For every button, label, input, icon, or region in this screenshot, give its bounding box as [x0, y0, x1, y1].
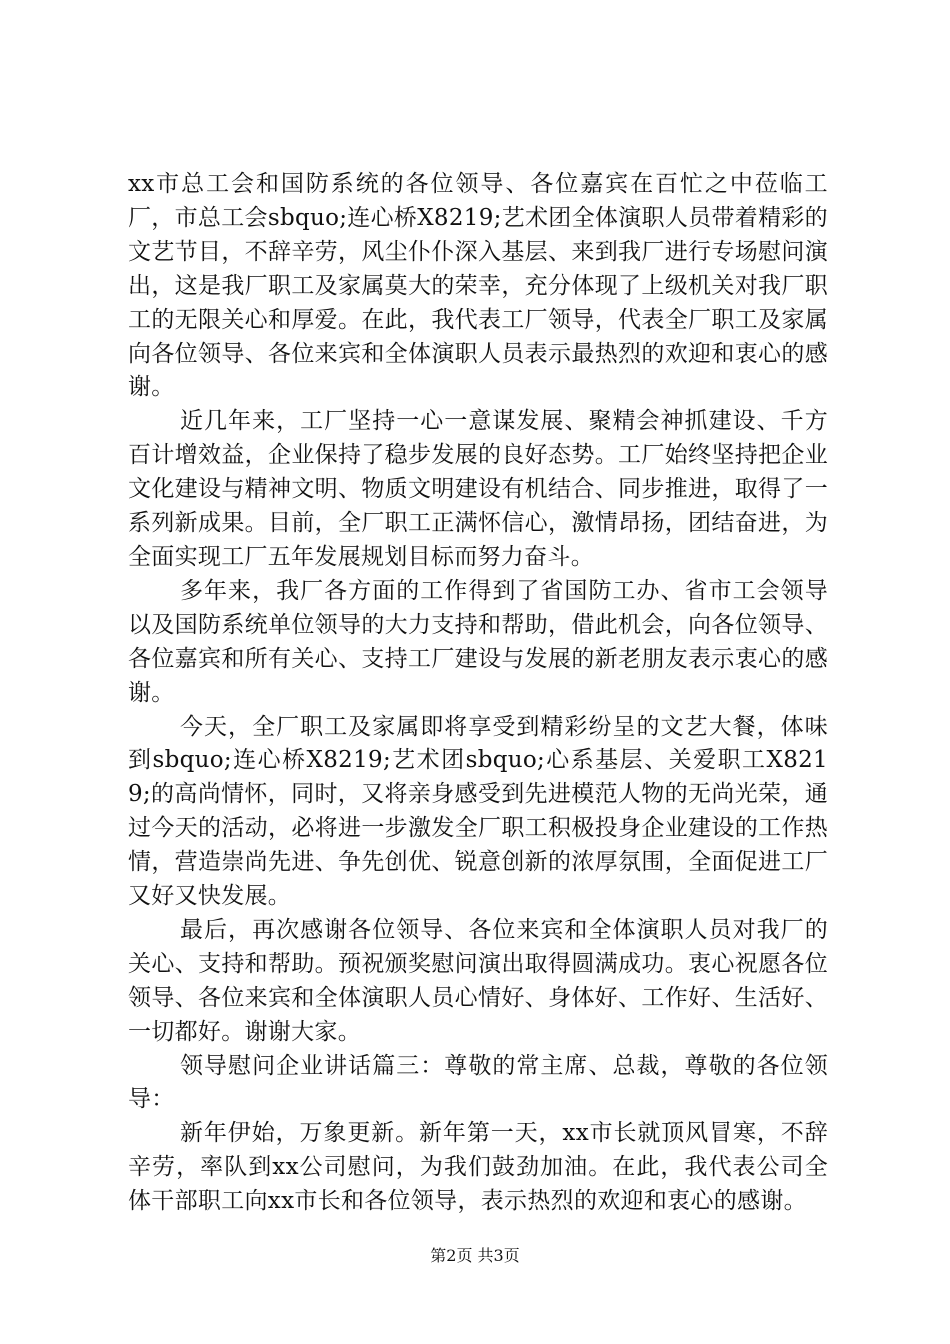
paragraph-6-section-heading: 领导慰问企业讲话篇三：尊敬的常主席、总裁，尊敬的各位领导： [128, 1052, 828, 1113]
paragraph-5: 最后，再次感谢各位领导、各位来宾和全体演职人员对我厂的关心、支持和帮助。预祝颁奖慰问演出取得圆满成功。衷心祝愿各位领导、各位来宾和全体演职人员心情好、身体好、工作好、生活好、一切都好。谢谢大家。 [128, 916, 828, 1045]
page-footer [0, 1246, 950, 1266]
document-body [128, 168, 828, 1219]
paragraph-7: 新年伊始，万象更新。新年第一天，xx市长就顶风冒寒，不辞辛劳，率队到xx公司慰问，为我们鼓劲加油。在此，我代表公司全体干部职工向xx市长和各位领导，表示热烈的欢迎和衷心的感谢。 [128, 1120, 828, 1215]
paragraph-2: 近几年来，工厂坚持一心一意谋发展、聚精会神抓建设、千方百计增效益，企业保持了稳步发展的良好态势。工厂始终坚持把企业文化建设与精神文明、物质文明建设有机结合、同步推进，取得了一系列新成果。目前，全厂职工正满怀信心，激情昂扬，团结奋进，为全面实现工厂五年发展规划目标而努力奋斗。 [128, 408, 828, 570]
paragraph-3: 多年来，我厂各方面的工作得到了省国防工办、省市工会领导以及国防系统单位领导的大力支持和帮助，借此机会，向各位领导、各位嘉宾和所有关心、支持工厂建设与发展的新老朋友表示衷心的感谢。 [128, 577, 828, 706]
page-number: 第2页 共3页 [430, 1246, 520, 1265]
paragraph-1: xx市总工会和国防系统的各位领导、各位嘉宾在百忙之中莅临工厂，市总工会sbquo;连心桥X8219;艺术团全体演职人员带着精彩的文艺节目，不辞辛劳，风尘仆仆深入基层、来到我厂进行专场慰问演出，这是我厂职工及家属莫大的荣幸，充分体现了上级机关对我厂职工的无限关心和厚爱。在此，我代表工厂领导，代表全厂职工及家属向各位领导、各位来宾和全体演职人员表示最热烈的欢迎和衷心的感谢。 [128, 171, 828, 401]
paragraph-4: 今天，全厂职工及家属即将享受到精彩纷呈的文艺大餐，体味到sbquo;连心桥X8219;艺术团sbquo;心系基层、关爱职工X8219;的高尚情怀，同时，又将亲身感受到先进模范人物的无尚光荣，通过今天的活动，必将进一步激发全厂职工积极投身企业建设的工作热情，营造崇尚先进、争先创优、锐意创新的浓厚氛围，全面促进工厂又好又快发展。 [128, 713, 828, 910]
